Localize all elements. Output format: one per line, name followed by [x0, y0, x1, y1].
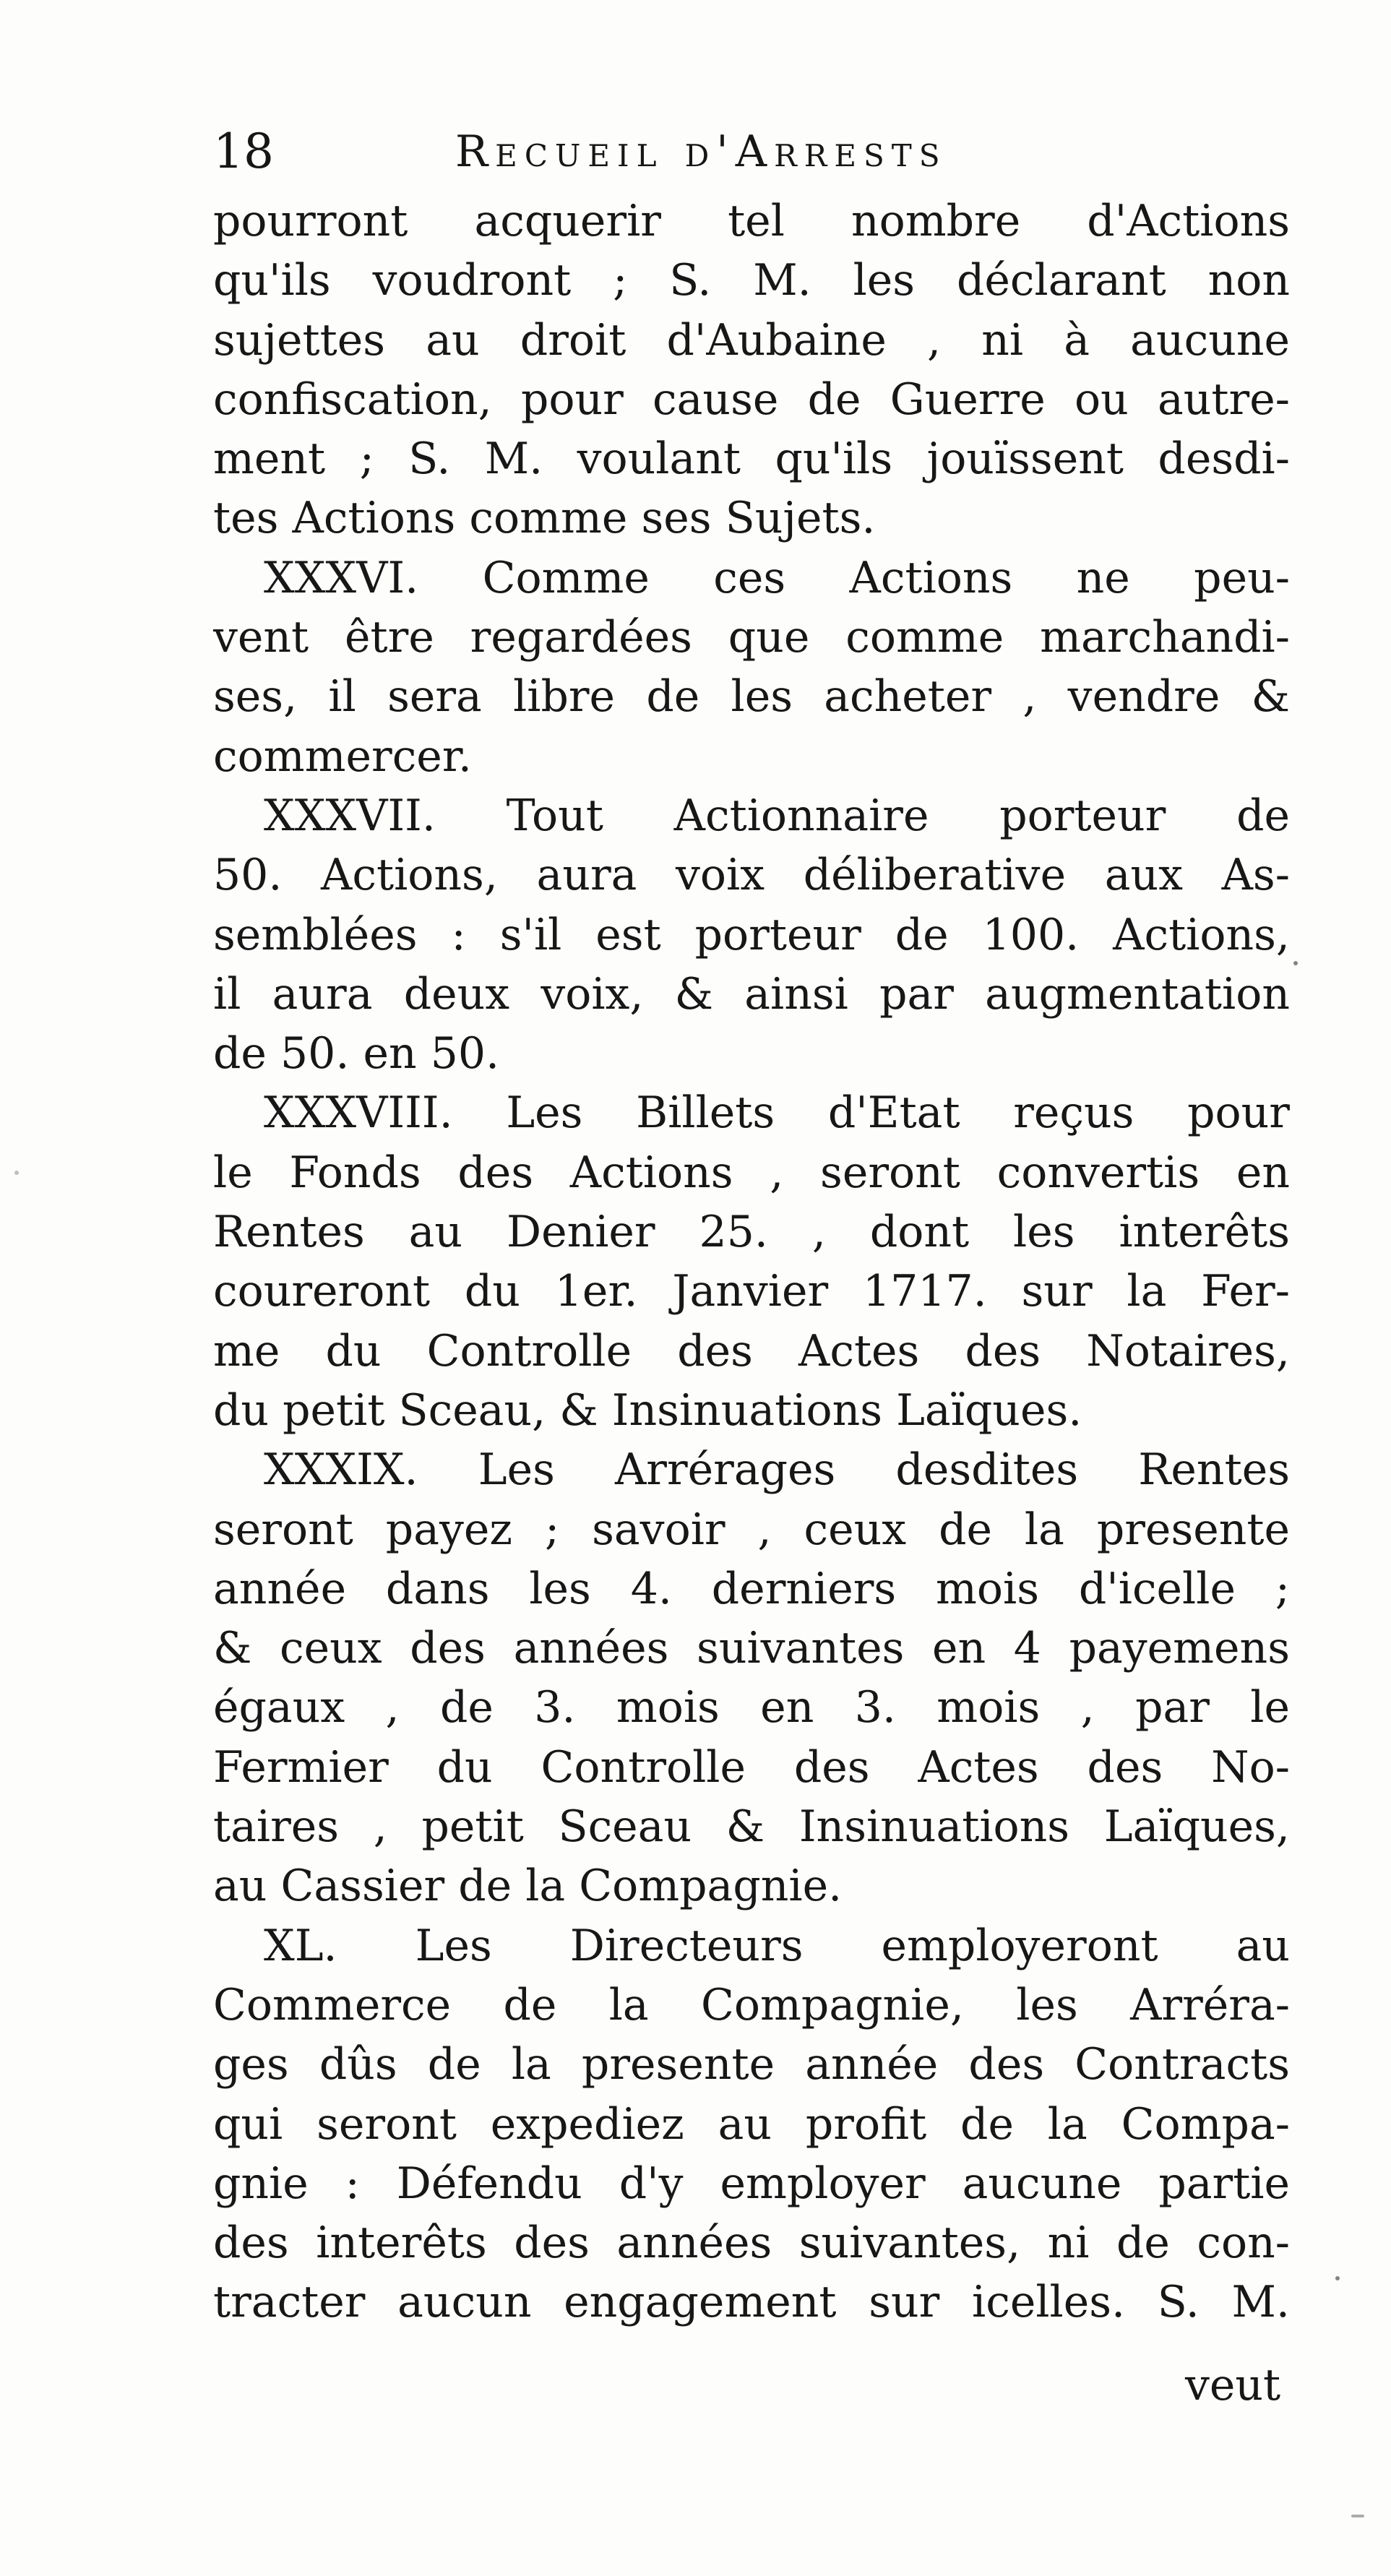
running-title: Recueil d'Arrests [455, 126, 947, 177]
paper-speck [1351, 2515, 1364, 2517]
catchword: veut [1185, 2360, 1281, 2411]
text-line: année dans les 4. derniers mois d'icelle ; [213, 1563, 1290, 1614]
paper-speck [1293, 961, 1298, 965]
text-line: coureront du 1er. Janvier 1717. sur la Fer- [213, 1266, 1290, 1317]
text-line: Rentes au Denier 25. , dont les interêts [213, 1207, 1290, 1258]
text-line: Commerce de la Compagnie, les Arréra- [213, 1979, 1290, 2030]
text-line: au Cassier de la Compagnie. [213, 1861, 843, 1912]
text-line: qui seront expediez au profit de la Compa- [213, 2098, 1290, 2150]
paper-speck [1335, 2276, 1340, 2280]
text-line: tracter aucun engagement sur icelles. S. M. [213, 2277, 1290, 2328]
text-line: ment ; S. M. voulant qu'ils jouïssent desdi- [213, 434, 1290, 485]
paper-speck [14, 1171, 19, 1175]
text-line: Fermier du Controlle des Actes des No- [213, 1741, 1290, 1793]
text-line: égaux , de 3. mois en 3. mois , par le [213, 1682, 1290, 1733]
text-line: tes Actions comme ses Sujets. [213, 493, 876, 544]
text-line: vent être regardées que comme marchandi- [213, 612, 1290, 663]
text-line: 50. Actions, aura voix déliberative aux As- [213, 850, 1290, 901]
text-line: gnie : Défendu d'y employer aucune partie [213, 2158, 1290, 2209]
text-line: XXXVII. Tout Actionnaire porteur de [264, 790, 1290, 841]
page-header [213, 108, 1131, 195]
text-line: taires , petit Sceau & Insinuations Laïques, [213, 1801, 1290, 1853]
text-line: XXXVIII. Les Billets d'Etat reçus pour [264, 1087, 1290, 1139]
text-line: seront payez ; savoir , ceux de la presente [213, 1504, 1290, 1555]
text-line: & ceux des années suivantes en 4 payemens [213, 1623, 1290, 1674]
text-line: du petit Sceau, & Insinuations Laïques. [213, 1384, 1082, 1436]
text-line: le Fonds des Actions , seront convertis en [213, 1147, 1290, 1198]
text-line: ses, il sera libre de les acheter , vendre & [213, 671, 1290, 723]
text-line: qu'ils voudront ; S. M. les déclarant non [213, 255, 1290, 306]
text-line: confiscation, pour cause de Guerre ou autre- [213, 374, 1290, 425]
text-line: des interêts des années suivantes, ni de con- [213, 2218, 1290, 2269]
text-line: de 50. en 50. [213, 1028, 500, 1080]
text-line: XXXIX. Les Arrérages desdites Rentes [264, 1444, 1290, 1496]
text-line: semblées : s'il est porteur de 100. Actions, [213, 909, 1290, 960]
text-line: XXXVI. Comme ces Actions ne peu- [264, 552, 1290, 603]
text-line: XL. Les Directeurs employeront au [264, 1920, 1290, 1971]
text-line: commercer. [213, 731, 472, 782]
text-line: me du Controlle des Actes des Notaires, [213, 1325, 1290, 1377]
text-line: il aura deux voix, & ainsi par augmentation [213, 968, 1290, 1020]
text-line: pourront acquerir tel nombre d'Actions [213, 196, 1290, 246]
body-text [213, 191, 1290, 2332]
page-number: 18 [213, 124, 274, 179]
text-line: ges dûs de la presente année des Contracts [213, 2039, 1290, 2090]
text-line: sujettes au droit d'Aubaine , ni à aucune [213, 314, 1290, 366]
